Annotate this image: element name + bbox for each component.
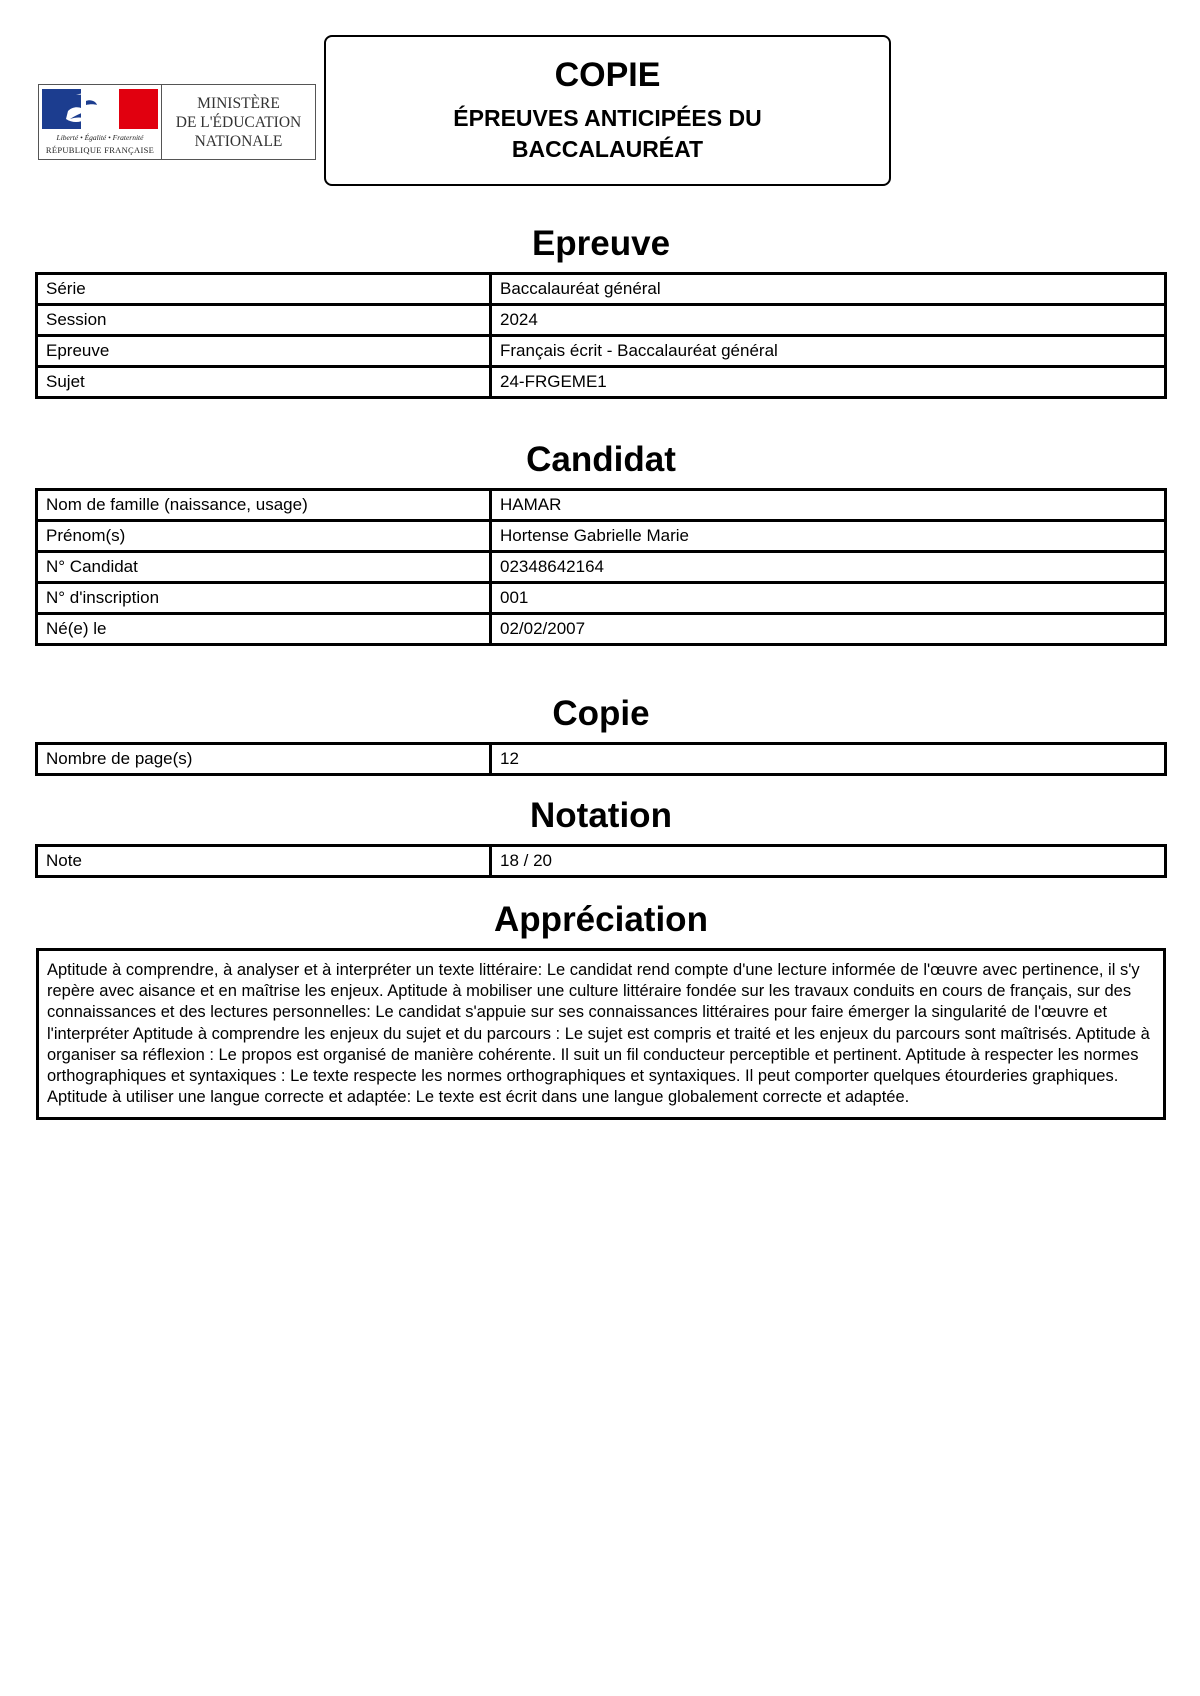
- republic-motto: Liberté • Égalité • Fraternité: [56, 133, 144, 142]
- copie-heading: Copie: [552, 694, 650, 733]
- row-label: Prénom(s): [37, 521, 491, 552]
- row-value: 12: [491, 744, 1166, 775]
- document-subtitle: [326, 103, 889, 165]
- notation-table: [35, 844, 1167, 878]
- appreciation-text: Aptitude à comprendre, à analyser et à interpréter un texte littéraire: Le candidat rend compte d'une lecture informée de l'œuvre avec pertinence, il s'y repère avec aisance et en maîtrise les enjeux. Aptitude à mobiliser une culture littéraire fondée sur les travaux conduits en cours de français, sur des connaissances et des lectures personnelles: Le candidat s'appuie sur ses connaissances littéraires pour faire émerger la singularité de l'œuvre et l'interpréter Aptitude à comprendre les enjeux du sujet et du parcours : Le sujet est compris et traité et les enjeux du parcours sont maîtrisés. Aptitude à organiser sa réflexion : Le propos est organisé de manière cohérente. Il suit un fil conducteur perceptible et pertinent. Aptitude à respecter les normes orthographiques et syntaxiques : Le texte respecte les normes orthographiques et syntaxiques. Il peut comporter quelques étourderies graphiques. Aptitude à utiliser une langue correcte et adaptée: Le texte est écrit dans une langue globalement correcte et adaptée.: [36, 948, 1166, 1120]
- row-label: Epreuve: [37, 336, 491, 367]
- ministry-line-1: MINISTÈRE: [197, 94, 280, 112]
- row-label: Note: [37, 846, 491, 877]
- table-row: [37, 552, 1166, 583]
- table-row: [37, 274, 1166, 305]
- table-row: [37, 305, 1166, 336]
- row-value: 02/02/2007: [491, 614, 1166, 645]
- row-value: 2024: [491, 305, 1166, 336]
- candidat-table: [35, 488, 1167, 646]
- epreuve-table: [35, 272, 1167, 399]
- document-title-box: [324, 35, 891, 186]
- row-value: 02348642164: [491, 552, 1166, 583]
- republic-emblem: [39, 85, 162, 159]
- row-value: HAMAR: [491, 490, 1166, 521]
- ministry-logo: [38, 84, 316, 160]
- row-value: Hortense Gabrielle Marie: [491, 521, 1166, 552]
- notation-heading: Notation: [530, 796, 672, 835]
- ministry-line-3: NATIONALE: [194, 132, 283, 150]
- candidat-heading: Candidat: [526, 440, 676, 479]
- row-label: Sujet: [37, 367, 491, 398]
- subtitle-line-2: BACCALAURÉAT: [511, 136, 704, 162]
- table-row: [37, 367, 1166, 398]
- appreciation-heading: Appréciation: [494, 900, 708, 939]
- row-label: N° d'inscription: [37, 583, 491, 614]
- row-value: 24-FRGEME1: [491, 367, 1166, 398]
- table-row: [37, 583, 1166, 614]
- row-label: Session: [37, 305, 491, 336]
- republic-name: RÉPUBLIQUE FRANÇAISE: [45, 145, 155, 155]
- row-value: 001: [491, 583, 1166, 614]
- ministry-name: [162, 85, 315, 159]
- document-title: COPIE: [554, 56, 661, 94]
- table-row: [37, 490, 1166, 521]
- table-row: [37, 521, 1166, 552]
- row-value: Baccalauréat général: [491, 274, 1166, 305]
- row-label: Nom de famille (naissance, usage): [37, 490, 491, 521]
- row-label: Nombre de page(s): [37, 744, 491, 775]
- row-label: Série: [37, 274, 491, 305]
- table-row: [37, 846, 1166, 877]
- epreuve-heading: Epreuve: [531, 224, 671, 263]
- marianne-flag-icon: [42, 89, 158, 129]
- ministry-line-2: DE L'ÉDUCATION: [175, 113, 302, 131]
- subtitle-line-1: ÉPREUVES ANTICIPÉES DU: [453, 105, 762, 131]
- copie-table: [35, 742, 1167, 776]
- row-value: 18 / 20: [491, 846, 1166, 877]
- row-label: Né(e) le: [37, 614, 491, 645]
- table-row: [37, 614, 1166, 645]
- table-row: [37, 336, 1166, 367]
- row-label: N° Candidat: [37, 552, 491, 583]
- row-value: Français écrit - Baccalauréat général: [491, 336, 1166, 367]
- table-row: [37, 744, 1166, 775]
